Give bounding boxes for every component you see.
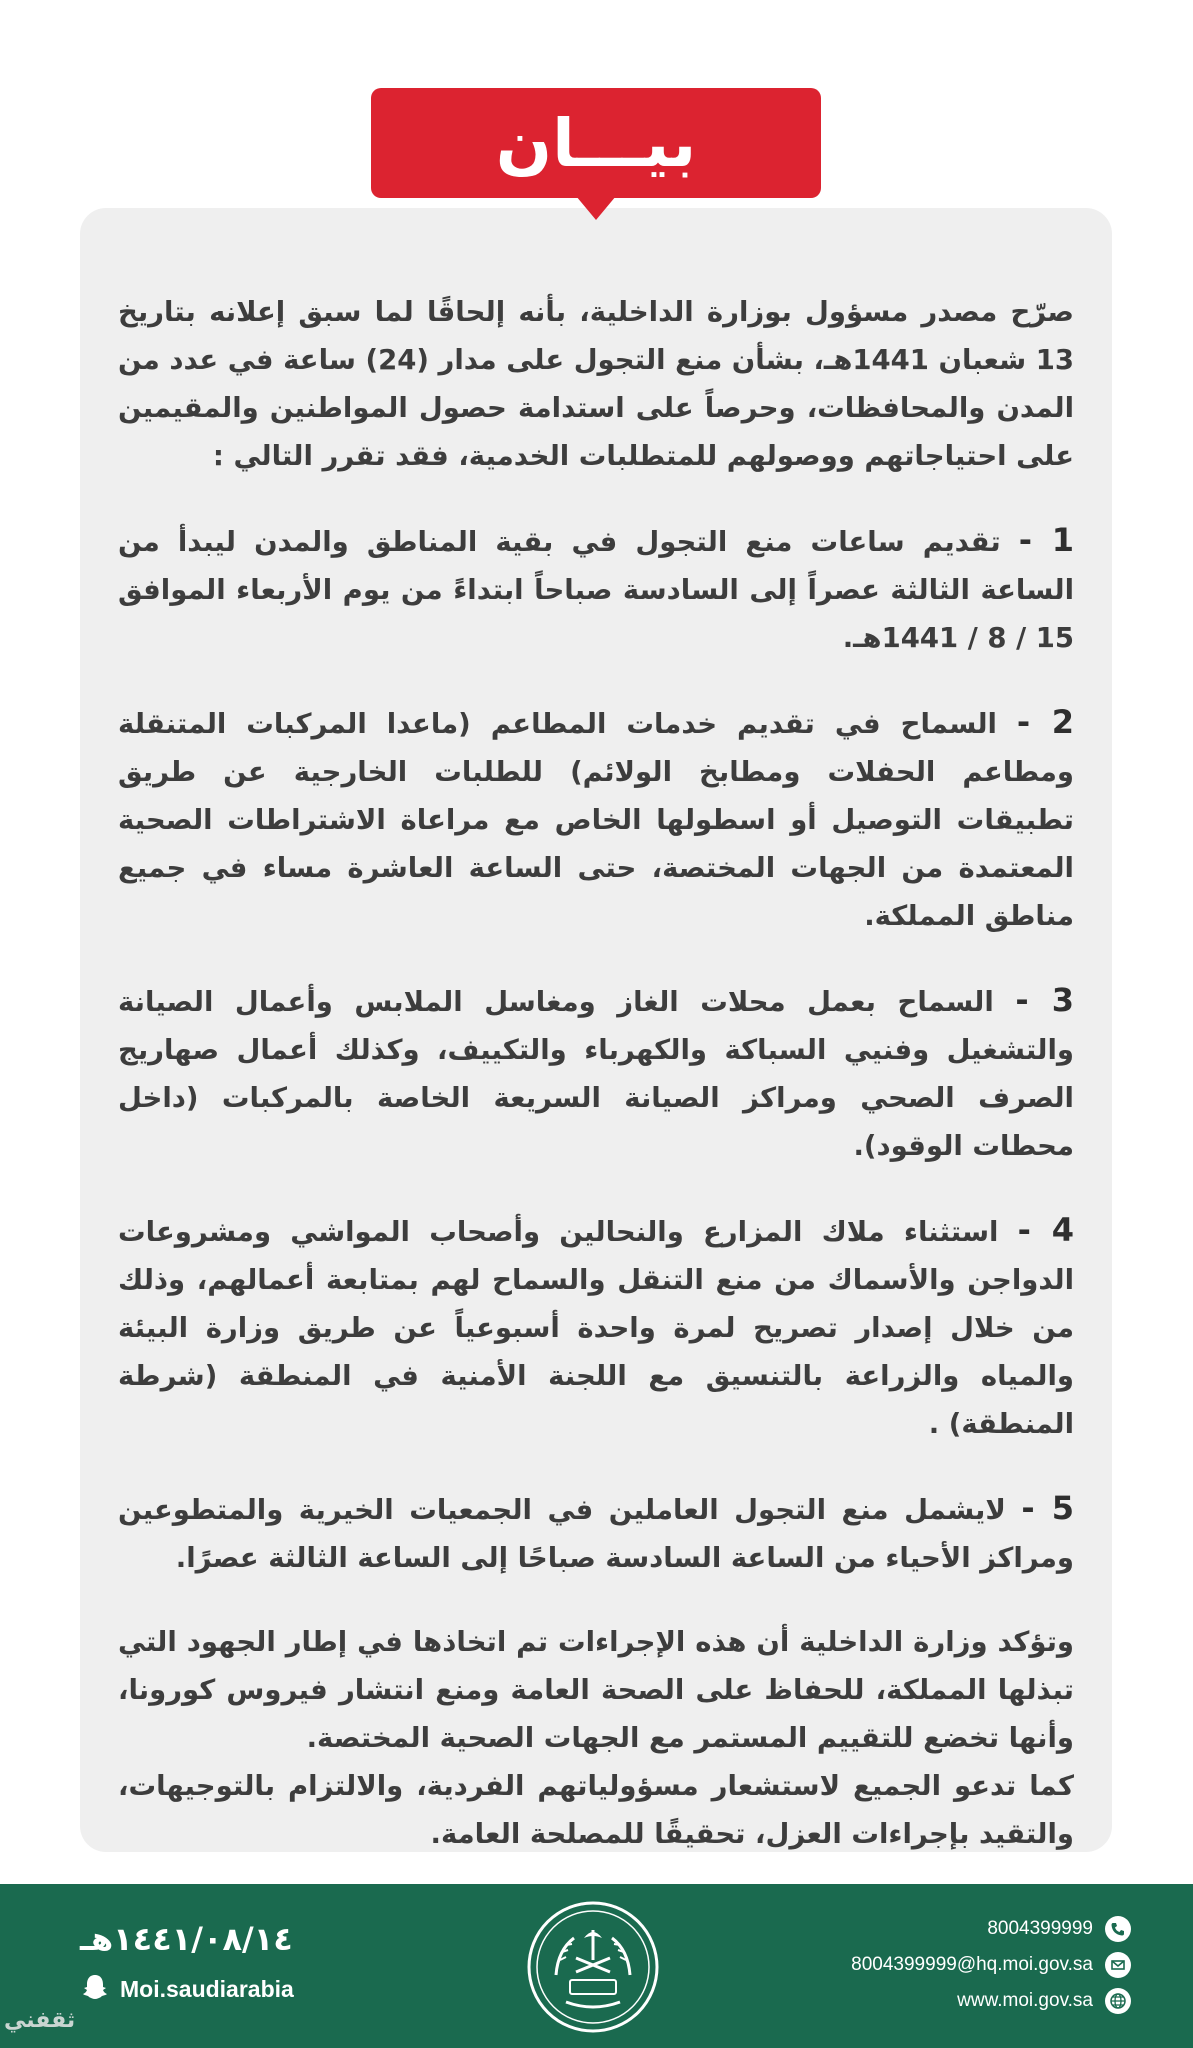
issue-date: ١٤٤١/٠٨/١٤هـ bbox=[80, 1920, 293, 1958]
item-number: 3 - bbox=[1015, 981, 1074, 1019]
social-row[interactable] bbox=[80, 1972, 360, 2006]
banner-notch bbox=[576, 196, 616, 220]
statement-intro: صرّح مصدر مسؤول بوزارة الداخلية، بأنه إلحاقًا لما سبق إعلانه بتاريخ 13 شعبان 1441هـ، بشأن منع التجول على مدار (24) ساعة في عدد من المدن والمحافظات، وحرصاً على استدامة حصول المواطنين والمقيمين على احتياجاتهم ووصولهم للمتطلبات الخدمية، فقد تقرر التالي : bbox=[118, 296, 1074, 472]
item-text: تقديم ساعات منع التجول في بقية المناطق والمدن ليبدأ من الساعة الثالثة عصراً إلى السادسة صباحاً ابتداءً من يوم الأربعاء الموافق 15 / 8 / 1441هـ. bbox=[118, 526, 1074, 654]
page-title: بيـــان bbox=[495, 104, 697, 182]
item-number: 1 - bbox=[1018, 521, 1074, 559]
snapchat-icon bbox=[80, 1972, 110, 2006]
website-url[interactable]: www.moi.gov.sa bbox=[957, 1990, 1093, 2011]
statement-item bbox=[118, 1206, 1074, 1448]
item-text: استثناء ملاك المزارع والنحالين وأصحاب المواشي ومشروعات الدواجن والأسماك من منع التنقل والسماح لهم بمتابعة أعمالهم، وذلك من خلال إصدار تصريح لمرة واحدة أسبوعياً عن طريق وزارة البيئة والمياه والزراعة بالتنسيق مع اللجنة الأمنية في المنطقة (شرطة المنطقة) . bbox=[118, 1216, 1074, 1440]
email-icon bbox=[1105, 1952, 1131, 1978]
globe-icon bbox=[1105, 1988, 1131, 2014]
email-address[interactable]: 8004399999@hq.moi.gov.sa bbox=[851, 1954, 1093, 1975]
watermark: ثقفني bbox=[4, 2008, 76, 2033]
item-text: لايشمل منع التجول العاملين في الجمعيات الخيرية والمتطوعين ومراكز الأحياء من الساعة السادسة صباحًا إلى الساعة الثالثة عصرًا. bbox=[118, 1494, 1074, 1574]
contact-phone[interactable] bbox=[751, 1912, 1131, 1946]
social-handle[interactable]: Moi.saudiarabia bbox=[120, 1975, 294, 2002]
item-text: السماح في تقديم خدمات المطاعم (ماعدا المركبات المتنقلة ومطاعم الحفلات ومطابخ الولائم) للطلبات الخارجية عن طريق تطبيقات التوصيل أو اسطولها الخاص مع مراعاة الاشتراطات الصحية المعتمدة من الجهات المختصة، حتى الساعة العاشرة مساء في جميع مناطق المملكة. bbox=[118, 708, 1074, 932]
item-number: 4 - bbox=[1017, 1211, 1074, 1249]
closing-paragraph-2: كما تدعو الجميع لاستشعار مسؤولياتهم الفردية، والالتزام بالتوجيهات، والتقيد بإجراءات العزل، تحقيقًا للمصلحة العامة. bbox=[118, 1770, 1074, 1850]
closing-paragraph: وتؤكد وزارة الداخلية أن هذه الإجراءات تم اتخاذها في إطار الجهود التي تبذلها المملكة، للحفاظ على الصحة العامة ومنع انتشار فيروس كورونا، وأنها تخضع للتقييم المستمر مع الجهات الصحية المختصة. bbox=[118, 1626, 1074, 1754]
phone-number[interactable]: 8004399999 bbox=[987, 1918, 1093, 1939]
item-number: 5 - bbox=[1021, 1489, 1074, 1527]
phone-icon bbox=[1105, 1916, 1131, 1942]
footer bbox=[0, 1884, 1193, 2048]
contact-list bbox=[751, 1912, 1131, 2020]
title-banner bbox=[371, 88, 821, 198]
statement-item bbox=[118, 516, 1074, 662]
contact-email[interactable] bbox=[751, 1948, 1131, 1982]
item-number: 2 - bbox=[1016, 703, 1074, 741]
contact-website[interactable] bbox=[751, 1984, 1131, 2018]
item-text: السماح بعمل محلات الغاز ومغاسل الملابس وأعمال الصيانة والتشغيل وفنيي السباكة والكهرباء والتكييف، وكذلك أعمال صهاريج الصرف الصحي ومراكز الصيانة السريعة الخاصة بالمركبات (داخل محطات الوقود). bbox=[118, 986, 1074, 1162]
statement-item bbox=[118, 1484, 1074, 1582]
statement-card bbox=[80, 208, 1112, 1852]
moi-emblem-icon bbox=[526, 1900, 660, 2034]
statement-item bbox=[118, 976, 1074, 1170]
statement-item bbox=[118, 698, 1074, 940]
footer-left bbox=[80, 1920, 360, 2006]
